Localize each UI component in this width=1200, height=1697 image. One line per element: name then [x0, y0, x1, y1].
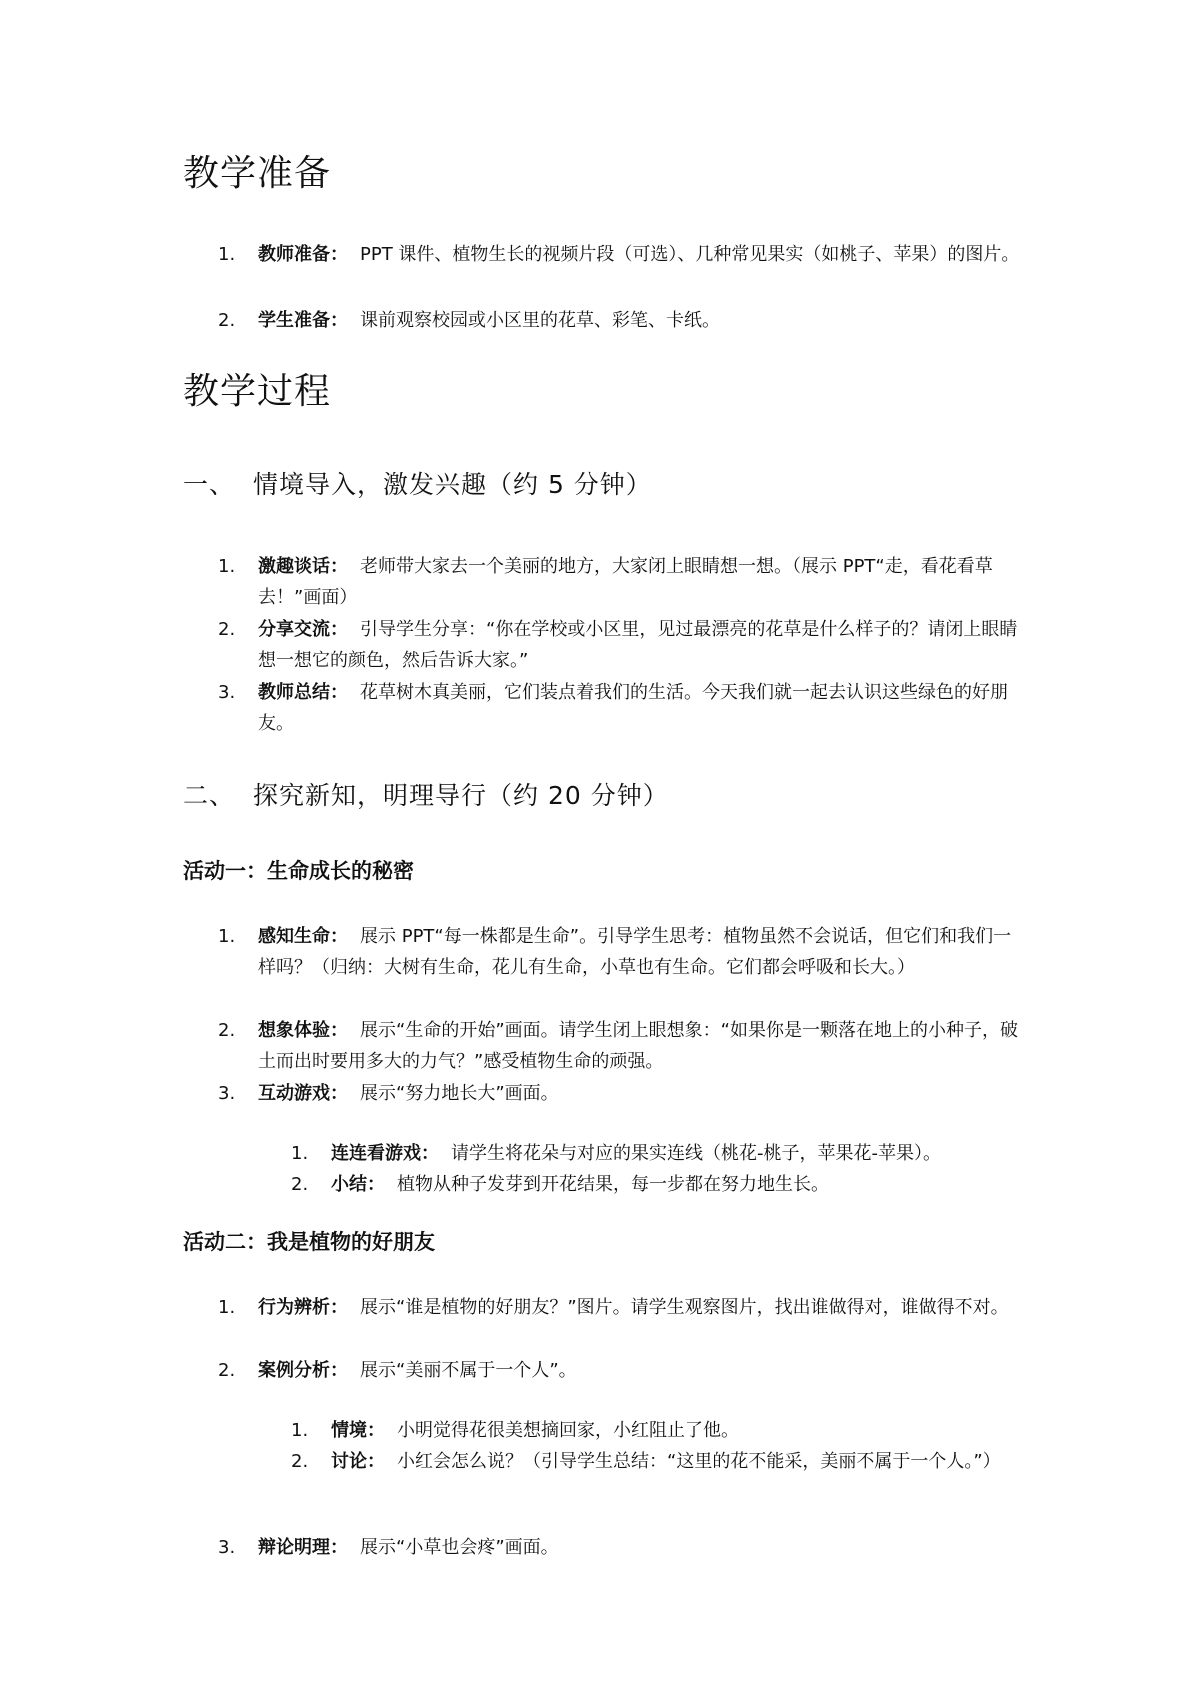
- item-label: 行为辨析：: [258, 1297, 348, 1318]
- item-number: 1.: [218, 244, 236, 265]
- item-number: 2.: [218, 310, 236, 331]
- activity-title-1: 活动一：生命成长的秘密: [183, 859, 414, 883]
- item-text: 引导学生分享：“你在学校或小区里，见过最漂亮的花草是什么样子的？请闭上眼睛想一想它的颜色，然后告诉大家。”: [258, 619, 1018, 671]
- item-text: 植物从种子发芽到开花结果，每一步都在努力地生长。: [397, 1174, 829, 1195]
- item-label: 辩论明理：: [258, 1537, 348, 1558]
- item-label: 情境：: [331, 1420, 385, 1441]
- list-item: [218, 921, 1024, 983]
- item-number: 2.: [218, 1020, 236, 1041]
- item-number: 1.: [218, 556, 236, 577]
- item-label: 教师准备：: [258, 244, 348, 265]
- item-number: 2.: [218, 619, 236, 640]
- sub-list-item: [291, 1415, 1024, 1446]
- item-text: 展示“小草也会疼”画面。: [360, 1537, 559, 1558]
- list-item: [218, 1015, 1024, 1077]
- subsection-number: 二、: [183, 781, 236, 810]
- item-text: 展示“美丽不属于一个人”。: [360, 1360, 577, 1381]
- item-text: 小红会怎么说？（引导学生总结：“这里的花不能采，美丽不属于一个人。”）: [397, 1451, 1001, 1472]
- list-item: [218, 677, 1024, 739]
- item-label: 讨论：: [331, 1451, 385, 1472]
- item-label: 分享交流：: [258, 619, 348, 640]
- item-text: 展示“努力地长大”画面。: [360, 1083, 559, 1104]
- list-item: [218, 1355, 1024, 1386]
- item-number: 2.: [218, 1360, 236, 1381]
- sub-list-item: [291, 1446, 1024, 1477]
- list-item: [218, 1532, 1024, 1563]
- subsection-heading-2: [183, 779, 669, 813]
- section-title-process: 教学过程: [183, 371, 332, 412]
- item-number: 1.: [291, 1143, 309, 1164]
- item-number: 2.: [291, 1451, 309, 1472]
- item-label: 案例分析：: [258, 1360, 348, 1381]
- list-item: [218, 1078, 1024, 1109]
- item-number: 3.: [218, 1083, 236, 1104]
- item-text: 展示“生命的开始”画面。请学生闭上眼想象：“如果你是一颗落在地上的小种子，破土而出时要用多大的力气？”感受植物生命的顽强。: [258, 1020, 1018, 1072]
- subsection-heading-1: [183, 468, 652, 502]
- item-number: 1.: [218, 926, 236, 947]
- item-label: 互动游戏：: [258, 1083, 348, 1104]
- list-item: [218, 1292, 1024, 1323]
- item-label: 激趣谈话：: [258, 556, 348, 577]
- item-text: 老师带大家去一个美丽的地方，大家闭上眼睛想一想。（展示 PPT“走，看花看草去！”画面）: [258, 556, 993, 608]
- item-label: 连连看游戏：: [331, 1143, 439, 1164]
- item-label: 教师总结：: [258, 682, 348, 703]
- item-text: 请学生将花朵与对应的果实连线（桃花-桃子，苹果花-苹果）。: [451, 1143, 941, 1164]
- list-item: [218, 551, 1024, 613]
- list-item: [218, 239, 1024, 270]
- item-label: 小结：: [331, 1174, 385, 1195]
- section-title-prep: 教学准备: [183, 153, 332, 194]
- item-label: 学生准备：: [258, 310, 348, 331]
- item-number: 1.: [218, 1297, 236, 1318]
- item-label: 感知生命：: [258, 926, 348, 947]
- item-text: 小明觉得花很美想摘回家，小红阻止了他。: [397, 1420, 739, 1441]
- item-number: 3.: [218, 682, 236, 703]
- list-item: [218, 305, 1024, 336]
- subsection-number: 一、: [183, 470, 236, 499]
- subsection-title: 探究新知，明理导行（约 20 分钟）: [253, 781, 669, 810]
- subsection-title: 情境导入，激发兴趣（约 5 分钟）: [253, 470, 652, 499]
- item-number: 2.: [291, 1174, 309, 1195]
- list-item: [218, 614, 1024, 676]
- item-number: 3.: [218, 1537, 236, 1558]
- item-text: 课前观察校园或小区里的花草、彩笔、卡纸。: [360, 310, 720, 331]
- activity-title-2: 活动二：我是植物的好朋友: [183, 1230, 435, 1254]
- item-text: 展示 PPT“每一株都是生命”。引导学生思考：植物虽然不会说话，但它们和我们一样吗？（归纳：大树有生命，花儿有生命，小草也有生命。它们都会呼吸和长大。）: [258, 926, 1012, 978]
- item-text: 展示“谁是植物的好朋友？”图片。请学生观察图片，找出谁做得对，谁做得不对。: [360, 1297, 1009, 1318]
- item-number: 1.: [291, 1420, 309, 1441]
- item-text: PPT 课件、植物生长的视频片段（可选）、几种常见果实（如桃子、苹果）的图片。: [360, 244, 1020, 265]
- item-text: 花草树木真美丽，它们装点着我们的生活。今天我们就一起去认识这些绿色的好朋友。: [258, 682, 1008, 734]
- sub-list-item: [291, 1138, 1024, 1169]
- sub-list-item: [291, 1169, 1024, 1200]
- item-label: 想象体验：: [258, 1020, 348, 1041]
